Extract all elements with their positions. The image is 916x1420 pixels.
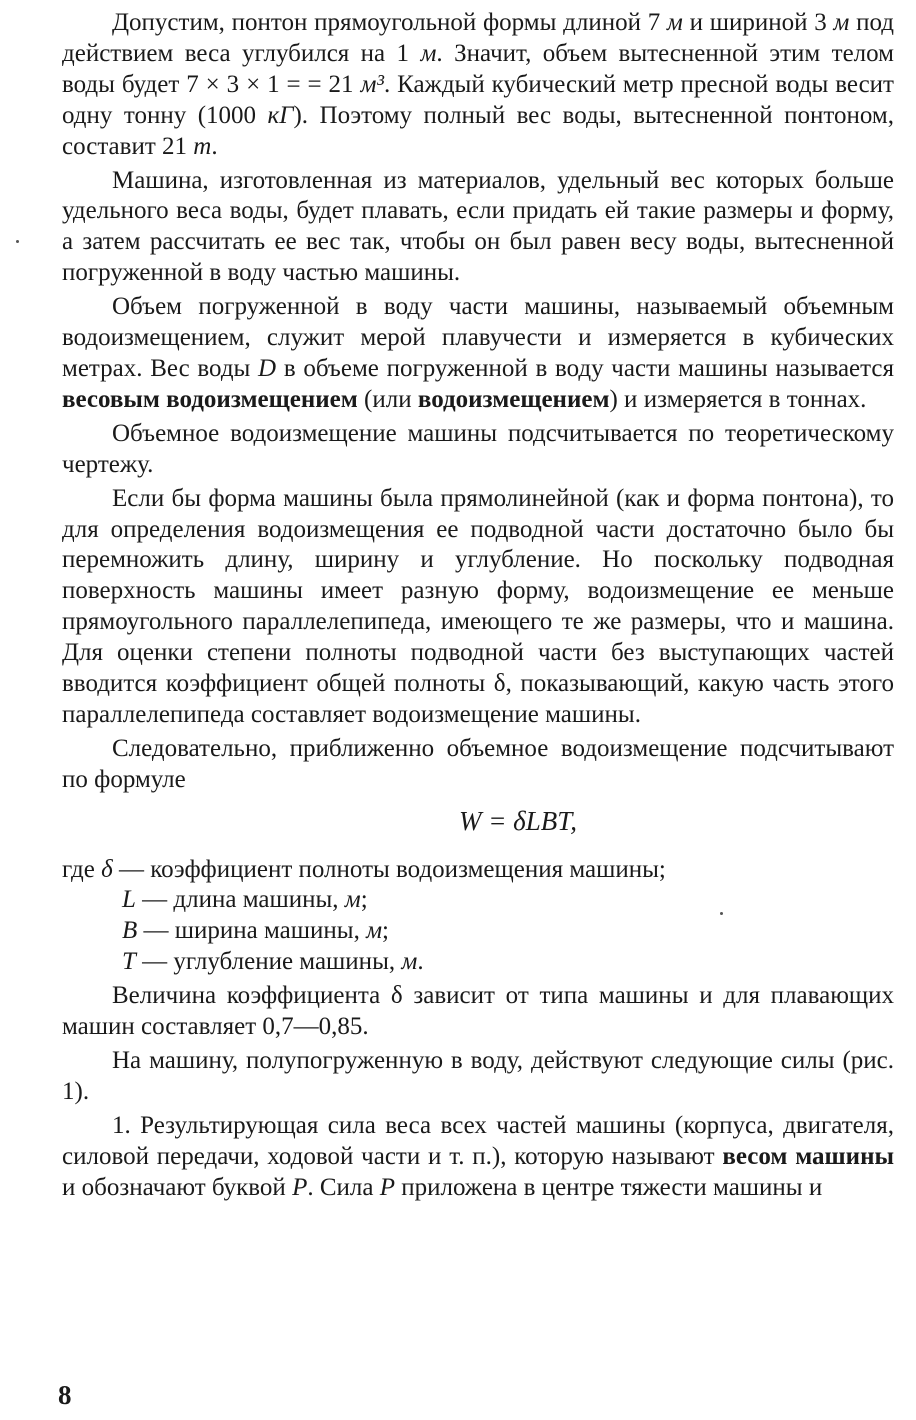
formula-displacement: W = δLBT, <box>458 805 578 836</box>
paragraph-pontoon <box>62 8 894 163</box>
paragraph-machine-floats: Машина, изготовленная из материалов, удельный вес которых больше удельного веса воды, будет плавать, если придать ей такие размеры и форму, а затем рассчитать ее вес так, чтобы он был равен весу воды, вытесненной погруженной в воду частью машины. <box>62 166 894 287</box>
unit-meter: м <box>833 9 850 36</box>
text-run: и обозначают буквой <box>62 1173 293 1201</box>
formula-definitions <box>62 855 894 979</box>
scan-speck <box>720 912 723 915</box>
definition-text: — коэффициент полноты водоизмещения машины; <box>112 855 666 883</box>
scan-speck <box>16 240 19 243</box>
text-run: . Значит, объем вытесненной этим телом воды будет 7 × 3 × 1 = = 21 <box>62 39 894 98</box>
paragraph-weight-force <box>62 1111 894 1204</box>
definition-delta <box>62 855 894 886</box>
text-run: в объеме погруженной в воду части машины называется <box>276 354 894 382</box>
text-run: (или <box>357 385 418 413</box>
definition-text: — ширина машины, <box>137 917 367 945</box>
definition-end: ; <box>382 917 389 945</box>
paragraph-coefficient-range: Величина коэффициента δ зависит от типа машины и для плавающих машин составляет 0,7—0,85. <box>62 982 894 1041</box>
paragraph-block-coefficient: Если бы форма машины была прямолинейной (как и форма понтона), то для определения водоизмещения ее подводной части достаточно было бы перемножить длину, ширину и углубление. Но поскольку подводная поверхность машины имеет разную форму, водоизмещение ее меньше прямоугольного параллелепипеда, имеющего те же размеры, что и машина. Для оценки степени полноты подводной части без выступающих частей вводится коэффициент общей полноты δ, показывающий, какую часть этого параллелепипеда составляет водоизмещение машины. <box>62 484 894 728</box>
text-run: и шириной 3 <box>682 9 834 36</box>
paragraph-theoretical-drawing: Объемное водоизмещение машины подсчитывается по теоретическому чертежу. <box>62 419 894 478</box>
symbol-p: P <box>292 1173 308 1201</box>
symbol-b: B <box>122 917 138 945</box>
unit-kilogram-force: кГ <box>267 101 294 129</box>
unit-ton: т <box>193 132 212 160</box>
text-run: . Каждый кубический метр пресной воды весит одну тонну (1000 <box>62 70 894 129</box>
paragraph-formula-intro: Следовательно, приближенно объемное водоизмещение подсчитывают по формуле <box>62 734 894 793</box>
term-displacement: водоизмещением <box>417 385 610 413</box>
unit-meter: м <box>366 917 383 945</box>
text-run: ) и измеряется в тоннах. <box>609 385 867 413</box>
definition-text: — длина машины, <box>135 886 345 914</box>
text-run: 1. Результирующая сила веса всех частей машины (корпуса, двигателя, силовой передачи, ходовой части и т. п.), которую называют <box>62 1111 894 1170</box>
definition-end: . <box>417 948 424 976</box>
term-weight-displacement: весовым водоизмещением <box>62 385 358 413</box>
symbol-d: D <box>258 354 277 382</box>
paragraph-displacement <box>62 292 894 416</box>
unit-meter: м <box>401 948 418 976</box>
text-run: ). Поэтому полный вес воды, вытесненной понтоном, составит 21 <box>62 101 894 160</box>
unit-meter: м <box>420 39 437 67</box>
definition-lead: где <box>62 855 102 883</box>
symbol-t: T <box>122 948 136 976</box>
term-machine-weight: весом машины <box>722 1142 894 1170</box>
unit-meter: м <box>344 886 361 914</box>
text-run: . <box>211 132 218 160</box>
page-body <box>62 8 894 1210</box>
text-run: приложена в центре тяжести машины и <box>395 1173 823 1201</box>
symbol-l: L <box>122 886 136 914</box>
paragraph-forces-intro: На машину, полупогруженную в воду, действуют следующие силы (рис. 1). <box>62 1047 894 1105</box>
definition-draft <box>62 947 894 978</box>
definition-end: ; <box>360 886 368 914</box>
text-run: Объем погруженной в воду части машины, называемый объемным водоизмещением, служит мерой плавучести и измеряется в кубических метрах. Вес воды <box>62 293 894 382</box>
definition-width <box>62 916 894 947</box>
unit-meter: м <box>666 9 683 36</box>
text-run: . Сила <box>307 1173 380 1201</box>
symbol-p: P <box>379 1173 396 1201</box>
unit-cubic-meter: м³ <box>360 70 384 98</box>
text-run: Допустим, понтон прямоугольной формы длиной 7 <box>112 9 667 36</box>
definition-length <box>62 885 894 916</box>
symbol-delta: δ <box>101 855 113 883</box>
definition-text: — углубление машины, <box>135 948 402 976</box>
text-run: под действием веса углубился на 1 <box>62 9 894 67</box>
page-number: 8 <box>58 1380 72 1410</box>
